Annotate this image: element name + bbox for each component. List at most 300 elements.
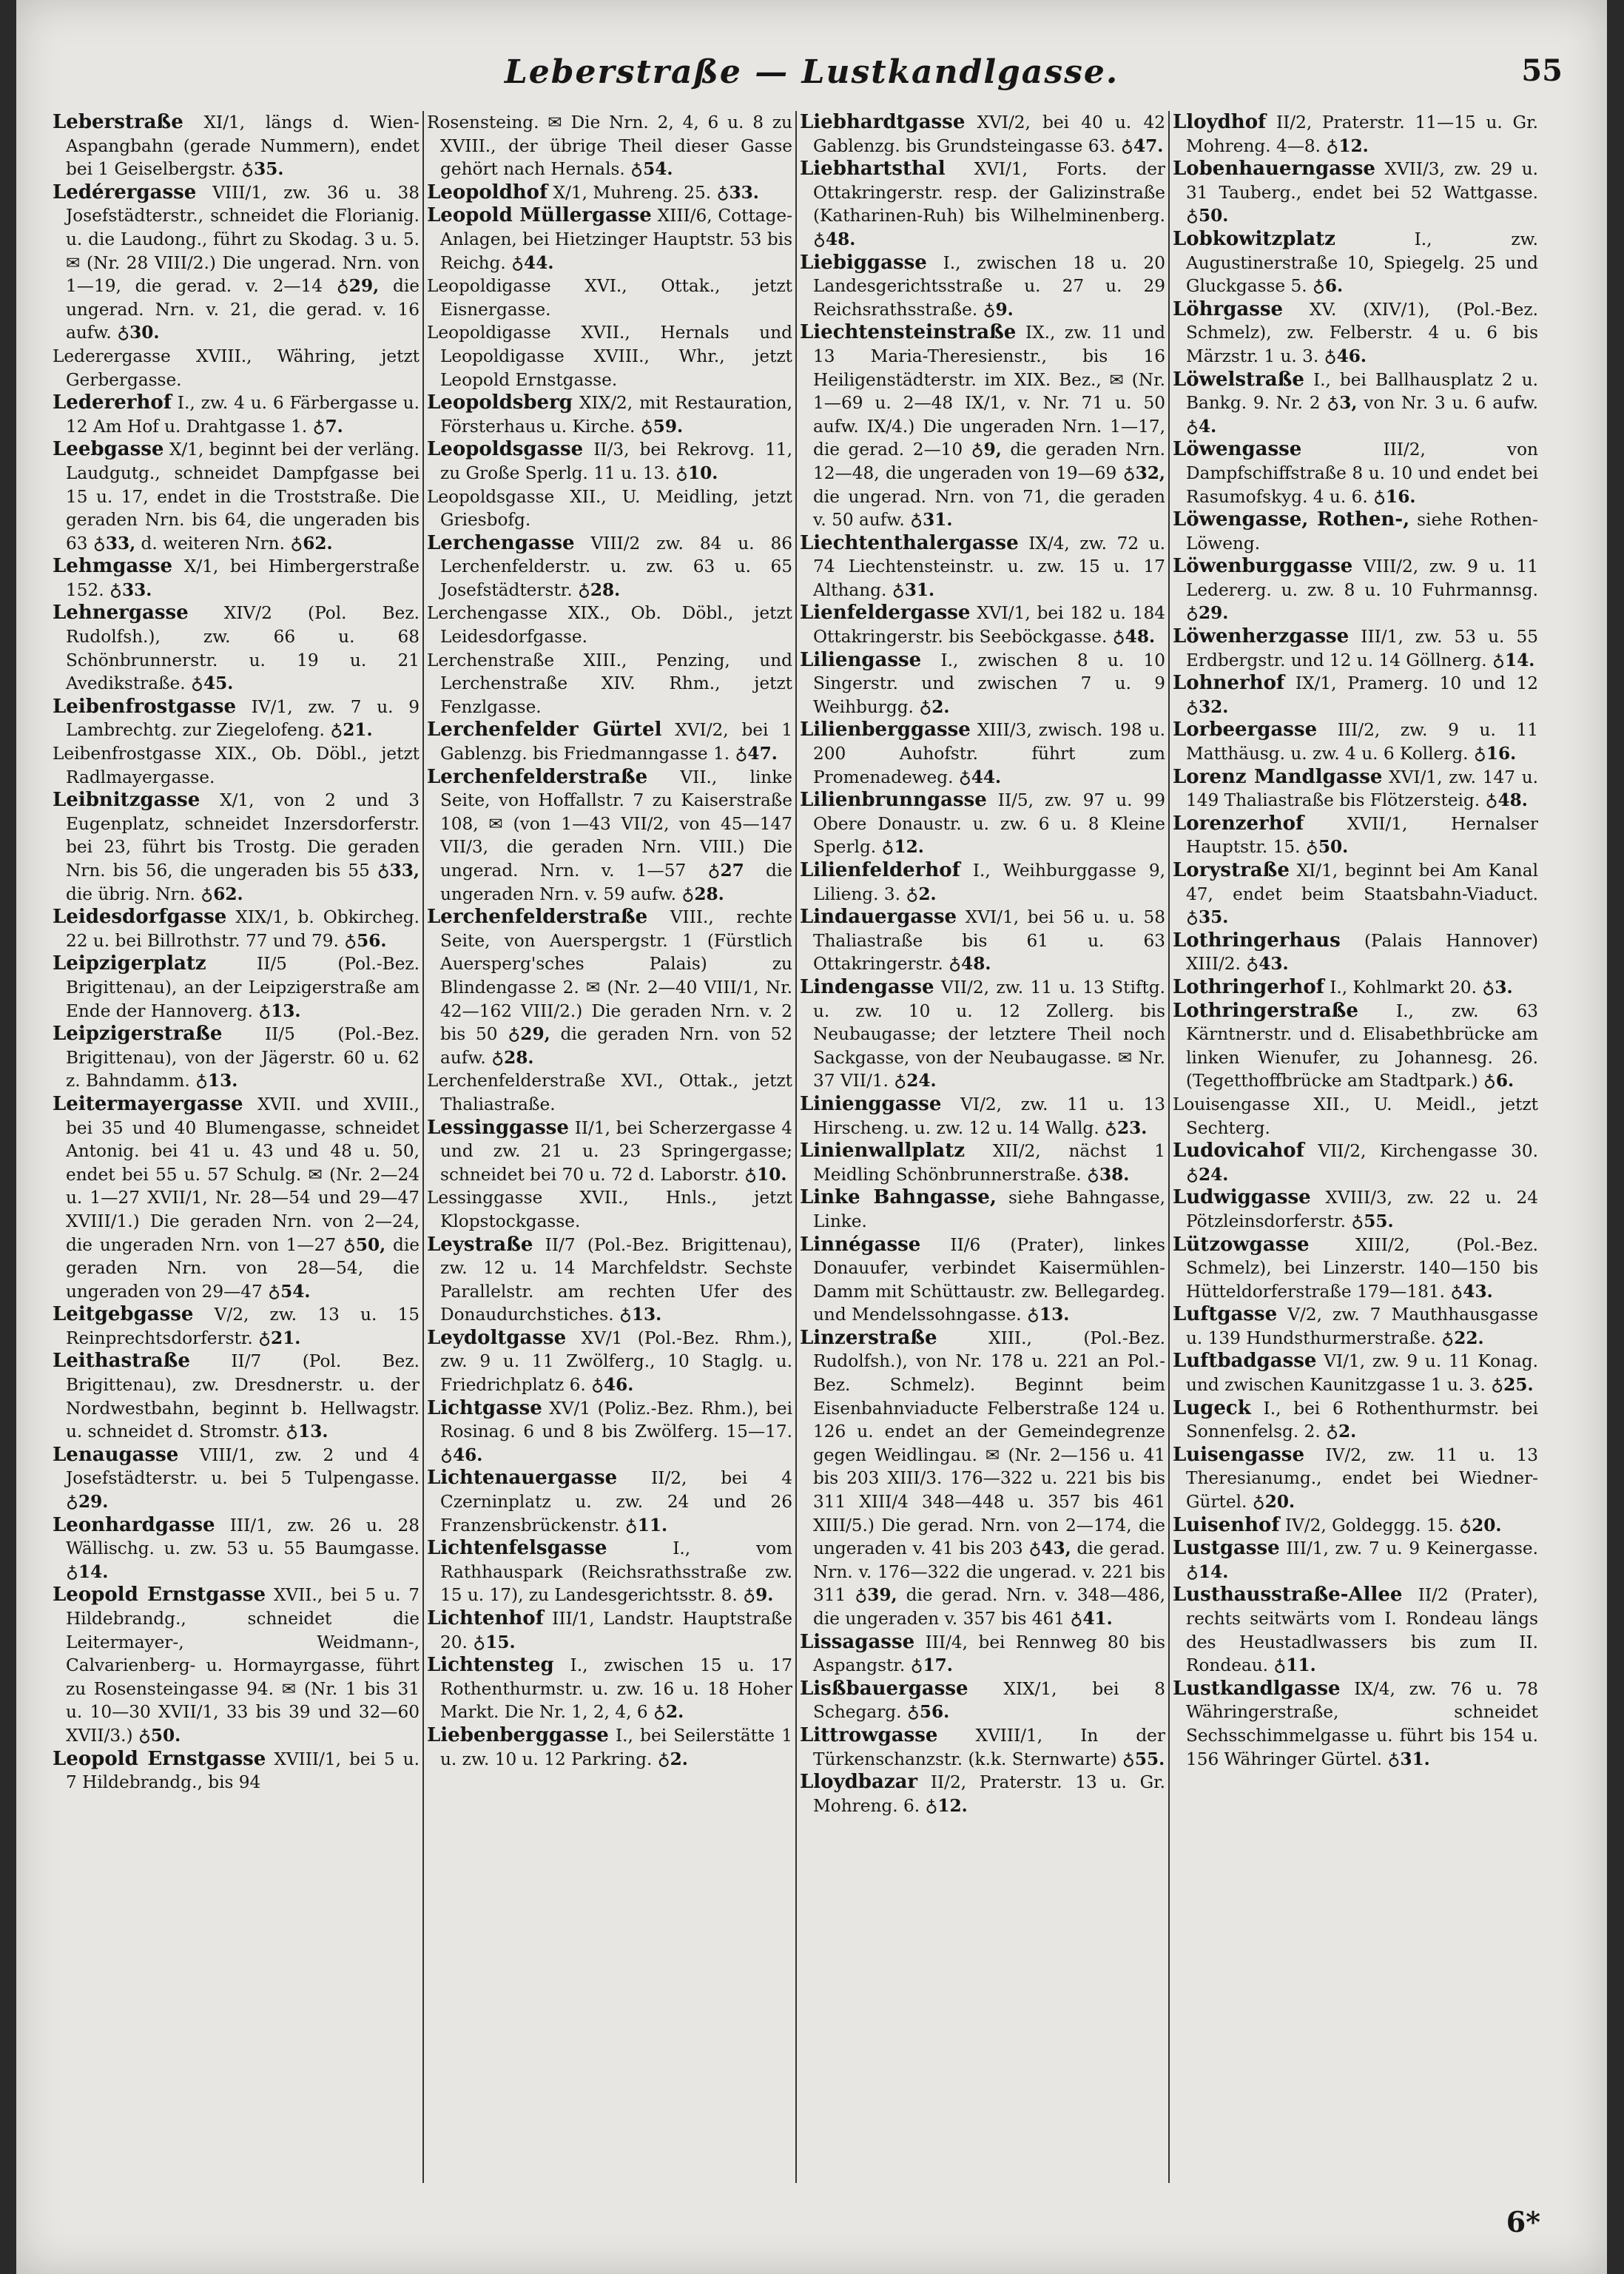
district-number: ♁31.	[892, 579, 935, 600]
street-name: Linnégasse	[800, 1233, 921, 1256]
street-entry	[53, 696, 420, 742]
entry-text: XII/2, nächst 1 Meidling Schönbrunnerstraße.	[813, 1141, 1165, 1185]
entry-text: XVI/1, bei 56 u. u. 58 Thaliastraße bis 61 u. 63 Ottakringerstr.	[813, 907, 1165, 975]
entry-text: I., vom Rathhauspark (Reichsrathsstraße zw. 15 u. 17), zu Landesgerichtsstr. 8.	[440, 1538, 792, 1606]
district-number: ♁48.	[1112, 627, 1156, 647]
street-name: Liebiggasse	[800, 251, 927, 274]
entry-text: II/2, Praterstr. 11—15 u. Gr. Mohreng. 4—8.	[1186, 112, 1538, 156]
street-entry	[800, 906, 1165, 976]
district-number: ♁25.	[1491, 1375, 1534, 1396]
street-name: Lerchenfelderstraße	[427, 906, 648, 929]
street-entry	[1173, 111, 1538, 158]
street-entry	[53, 1444, 420, 1514]
entry-text: Leopoldigasse XVI., Ottak., jetzt Eisnergasse.	[427, 276, 792, 320]
entry-text: II/5 (Pol.-Bez. Brigittenau), an der Leipzigerstraße am Ende der Hannoverg.	[66, 954, 420, 1021]
street-entry	[427, 1117, 792, 1187]
street-entry	[427, 1186, 792, 1233]
street-name: Leitermayergasse	[53, 1092, 243, 1115]
entry-text: IV/2, zw. 11 u. 13 Theresianumg., endet bei Wiedner-Gürtel.	[1186, 1444, 1538, 1513]
district-number: ♁50.	[138, 1725, 181, 1746]
entry-text: Lerchenstraße XIII., Penzing, und Lerchenstraße XIV. Rhm., jetzt Fenzlgasse.	[427, 650, 792, 717]
district-number: ♁14.	[66, 1561, 109, 1582]
street-entry	[1173, 508, 1538, 555]
street-entry	[800, 532, 1165, 602]
district-number: ♁46.	[1324, 346, 1367, 366]
district-number: ♁48.	[949, 954, 991, 975]
street-entry	[53, 1303, 420, 1350]
street-name: Lichtensteg	[427, 1654, 554, 1677]
entry-text: II/1, bei Scherzergasse 4 und zw. 21 u. 23 Springergasse; schneidet bei 70 u. 72 d. Laborstr.	[440, 1117, 792, 1185]
district-number: ♁3.	[1482, 977, 1513, 998]
street-name: Ludovicahof	[1173, 1140, 1304, 1163]
entry-text: XVI/1, bei 182 u. 184 Ottakringerstr. bis Seeböckgasse.	[813, 603, 1165, 647]
entry-text: X/1, beginnt bei der verläng. Laudgutg., schneidet Dampfgasse bei 15 u. 17, endet in die Troststraße. Die geraden Nrn. bis 64, die ungeraden bis 63	[66, 440, 420, 554]
district-number: ♁6.	[1312, 276, 1344, 297]
entry-text: X/1, Muhreng. 25.	[547, 182, 717, 203]
street-entry	[53, 181, 420, 345]
district-number: ♁4.	[1186, 416, 1217, 437]
entry-text: I., Kohlmarkt 20.	[1324, 977, 1483, 998]
entry-text: (Palais Hannover) XIII/2.	[1186, 930, 1538, 975]
entry-text: die gerad. Nrn. v. 176—322 die ungerad. v. 221 bis 311	[813, 1538, 1165, 1606]
entry-text: IV/2, Goldeggg. 15.	[1279, 1515, 1460, 1535]
entry-text: XIX/1, bei 8 Schegarg.	[813, 1678, 1165, 1723]
entry-text: VII., linke Seite, von Hoffallstr. 7 zu Kaiserstraße 108, ✉ (von 1—43 VII/2, von 45—147 VII/3, die geraden Nrn. VIII.) Die ungerad. Nrn. v. 1—57	[440, 767, 792, 881]
entry-text: XIX/2, mit Restauration, Försterhaus u. Kirche.	[440, 393, 792, 437]
street-name: Lehmgasse	[53, 555, 173, 578]
street-name: Lobkowitzplatz	[1173, 227, 1335, 250]
street-entry	[1173, 719, 1538, 765]
street-entry	[800, 1186, 1165, 1233]
street-name: Löwenburggasse	[1173, 555, 1353, 578]
entry-text: die ungeraden Nrn. v. 59 aufw.	[440, 861, 792, 904]
street-name: Lloydhof	[1173, 111, 1267, 133]
street-name: Lothringerhaus	[1173, 929, 1341, 952]
street-name: Lloydbazar	[800, 1771, 918, 1794]
street-entry	[427, 1397, 792, 1467]
district-number: ♁10.	[675, 462, 718, 483]
street-name: Luisenhof	[1173, 1513, 1280, 1536]
entry-text: XVIII/1, bei 5 u. 7 Hildebrandg., bis 94	[66, 1749, 420, 1793]
district-number: ♁33.	[109, 579, 152, 600]
street-entry	[800, 649, 1165, 719]
street-entry	[53, 1023, 420, 1093]
entry-text: II/6 (Prater), linkes Donauufer, verbindet Kaisermühlen-Damm mit Schüttaustr. zw. Bellegardeg. und Mendelssohngasse.	[813, 1234, 1165, 1325]
district-number: ♁28.	[577, 579, 621, 600]
street-entry	[1173, 228, 1538, 298]
street-name: Ledérergasse	[53, 181, 197, 203]
district-number: ♁47.	[1121, 135, 1164, 156]
district-number: ♁29.	[1186, 603, 1229, 624]
street-entry	[427, 1467, 792, 1537]
street-name: Lohnerhof	[1173, 672, 1285, 695]
district-number: ♁22.	[1441, 1328, 1484, 1348]
street-name: Lienfeldergasse	[800, 602, 971, 625]
street-name: Lindauergasse	[800, 906, 957, 929]
entry-text: VIII/2 zw. 84 u. 86 Lerchenfelderstr. u. zw. 63 u. 65 Josefstädterstr.	[440, 533, 792, 600]
entry-text: XVI/2, bei 40 u. 42 Gablenzg. bis Grundsteingasse 63.	[813, 112, 1165, 156]
street-name: Lustgasse	[1173, 1537, 1280, 1560]
entry-text: siehe Rothen-Löweng.	[1186, 510, 1538, 554]
district-number: ♁13.	[258, 1000, 301, 1021]
district-number: ♁55.	[1122, 1749, 1165, 1769]
district-number: ♁29,	[508, 1024, 550, 1045]
entry-text: die geraden Nrn. von 52 aufw.	[440, 1024, 793, 1068]
street-entry	[427, 1234, 792, 1327]
column-4	[1168, 111, 1541, 2183]
district-number: ♁28.	[491, 1047, 534, 1068]
district-number: ♁43.	[1246, 954, 1289, 975]
entry-text: XIV/2 (Pol. Bez. Rudolfsh.), zw. 66 u. 68 Schönbrunnerstr. u. 19 u. 21 Avedikstraße.	[66, 603, 420, 694]
entry-text: III/1, zw. 26 u. 28 Wällischg. u. zw. 53 u. 55 Baumgasse.	[66, 1515, 420, 1559]
entry-text: II/2, Praterstr. 13 u. Gr. Mohreng. 6.	[813, 1772, 1165, 1816]
district-number: ♁35.	[1186, 907, 1229, 928]
street-entry	[800, 602, 1165, 648]
street-name: Lessinggasse	[427, 1116, 569, 1139]
street-entry	[800, 111, 1165, 158]
entry-text: XVI/1, Forts. der Ottakringerstr. resp. der Galizinstraße (Katharinen-Ruh) bis Wilhelminenberg.	[813, 159, 1165, 226]
street-entry	[427, 485, 792, 532]
street-entry	[427, 649, 792, 719]
street-entry	[1173, 766, 1538, 813]
street-entry	[427, 1607, 792, 1654]
street-name: Lugeck	[1173, 1396, 1251, 1419]
district-number: ♁56.	[906, 1702, 950, 1723]
entry-text: die geraden Nrn. von 28—54, die ungeraden von 29—47	[66, 1234, 420, 1302]
district-number: ♁50,	[343, 1234, 386, 1255]
street-name: Lichtenhof	[427, 1607, 544, 1629]
street-entry	[1173, 1514, 1538, 1538]
street-name: Luftgasse	[1173, 1303, 1278, 1326]
district-number: ♁27	[707, 861, 744, 881]
entry-text: Leibenfrostgasse XIX., Ob. Döbl., jetzt Radlmayergasse.	[53, 744, 420, 787]
street-entry	[53, 111, 420, 181]
district-number: ♁39,	[855, 1585, 897, 1606]
street-entry	[53, 952, 420, 1023]
entry-text: XIII., (Pol.-Bez. Rudolfsh.), von Nr. 178 u. 221 an Pol.-Bez. Schmelz). Beginnt beim Eisenbahnviaducte Felberstraße 124 u. 126 u. endet an der Gemeindegrenze gegen Weidlingau. ✉ (Nr. 2—156 u. 41 bis 203 XIII/3. 176—322 u. 221 bis bis 311 XIII/4 348—448 u. 357 bis 461 XIII/5.) Die gerad. Nrn. von 2—174, die ungeraden v. 41 bis 203	[813, 1328, 1165, 1559]
street-entry	[53, 345, 420, 391]
district-number: ♁33,	[377, 861, 420, 881]
street-entry	[427, 111, 792, 181]
district-number: ♁59.	[640, 416, 684, 437]
district-number: ♁21.	[330, 720, 373, 741]
district-number: ♁20.	[1252, 1492, 1296, 1513]
entry-text: IX/4, zw. 76 u. 78 Währingerstraße, schneidet Sechsschimmelgasse u. führt bis 154 u. 156 Währinger Gürtel.	[1186, 1678, 1538, 1769]
street-entry	[1173, 1350, 1538, 1396]
street-name: Leopold Ernstgasse	[53, 1584, 266, 1607]
street-name: Leebgasse	[53, 438, 164, 461]
district-number: ♁15.	[473, 1632, 516, 1652]
street-name: Lothringerhof	[1173, 975, 1324, 998]
district-number: ♁30.	[117, 323, 160, 343]
district-number: ♁13.	[619, 1305, 662, 1325]
district-number: ♁47.	[735, 744, 778, 764]
street-entry	[1173, 1678, 1538, 1771]
column-1	[50, 111, 422, 2183]
district-number: ♁31.	[1387, 1749, 1430, 1769]
district-number: ♁54.	[630, 159, 673, 180]
street-entry	[427, 1537, 792, 1607]
street-name: Löwenherzgasse	[1173, 625, 1350, 648]
entry-text: Lessinggasse XVII., Hnls., jetzt Klopstockgasse.	[427, 1188, 792, 1231]
street-name: Leydoltgasse	[427, 1326, 567, 1349]
street-entry	[427, 275, 792, 321]
district-number: ♁45.	[191, 673, 234, 694]
street-name: Lützowgasse	[1173, 1233, 1310, 1256]
street-entry	[1173, 1093, 1538, 1140]
entry-text: VII/2, zw. 11 u. 13 Stiftg. u. zw. 10 u. 12 Zollerg. bis Neubaugasse; der letztere Theil noch Sackgasse, von der Neubaugasse. ✉ Nr. 37 VII/1.	[813, 977, 1165, 1091]
entry-text: XVII/3, zw. 29 u. 31 Tauberg., endet bei 52 Wattgasse.	[1186, 159, 1538, 203]
street-entry	[1173, 1303, 1538, 1350]
entry-text: VI/2, zw. 11 u. 13 Hirscheng. u. zw. 12 u. 14 Wallg.	[813, 1094, 1165, 1138]
street-entry	[1173, 1186, 1538, 1233]
district-number: ♁13.	[1027, 1305, 1070, 1325]
district-number: ♁14.	[1492, 650, 1535, 670]
district-number: ♁38.	[1087, 1164, 1130, 1185]
entry-text: XIII/3, zwisch. 198 u. 200 Auhofstr. führt zum Promenadeweg.	[813, 720, 1165, 787]
street-name: Leberstraße	[53, 111, 183, 133]
street-entry	[1173, 369, 1538, 439]
entry-text: VI/1, zw. 9 u. 11 Konag. und zwischen Kaunitzgasse 1 u. 3.	[1186, 1351, 1538, 1396]
street-entry	[427, 532, 792, 602]
district-number: ♁21.	[258, 1328, 301, 1348]
street-name: Leopold Müllergasse	[427, 204, 652, 227]
street-entry	[800, 719, 1165, 789]
street-name: Lilienfelderhof	[800, 859, 960, 881]
entry-text: XVII. und XVIII., bei 35 und 40 Blumengasse, schneidet Antonig. bei 41 u. 43 und 48 u. 50, endet bei 55 u. 57 Schulg. ✉ (Nr. 2—24 u. 1—27 XVII/1, Nr. 28—54 und 29—47 XVIII/1.) Die geraden Nrn. von 2—24, die ungeraden Nrn. von 1—27	[66, 1094, 420, 1255]
street-name: Lissagasse	[800, 1630, 915, 1653]
entry-text: II/2 (Prater), rechts seitwärts vom I. Rondeau längs des Heustadlwassers bis zum II. Rondeau.	[1186, 1585, 1538, 1676]
district-number: ♁6.	[1483, 1071, 1515, 1091]
district-number: ♁16.	[1373, 486, 1416, 507]
street-name: Lorenz Mandlgasse	[1173, 765, 1383, 788]
street-name: Lerchengasse	[427, 531, 575, 554]
page-number: 55	[1521, 53, 1563, 88]
column-2	[422, 111, 795, 2183]
street-name: Leibnitzgasse	[53, 789, 201, 812]
street-entry	[53, 555, 420, 602]
district-number: ♁50.	[1186, 206, 1229, 226]
street-entry	[800, 321, 1165, 531]
district-number: ♁2.	[906, 884, 937, 904]
entry-text: III/2, von Dampfschiffstraße 8 u. 10 und endet bei Rasumofskyg. 4 u. 6.	[1186, 440, 1538, 507]
district-number: ♁11.	[624, 1515, 668, 1535]
street-entry	[427, 438, 792, 485]
street-entry	[427, 181, 792, 205]
street-name: Liebhardtgasse	[800, 111, 966, 133]
street-entry	[800, 859, 1165, 906]
district-number: ♁54.	[268, 1281, 311, 1302]
street-entry	[1173, 1140, 1538, 1186]
entry-text: XVII/1, Hernalser Hauptstr. 15.	[1186, 813, 1538, 858]
street-entry	[800, 1771, 1165, 1817]
district-number: ♁62.	[201, 884, 243, 904]
entry-text: XV/1 (Poliz.-Bez. Rhm.), bei Rosinag. 6 und 8 bis Zwölferg. 15—17.	[440, 1398, 792, 1442]
entry-text: von Nr. 3 u. 6 aufw.	[1357, 393, 1538, 414]
street-name: Leopoldsberg	[427, 391, 573, 414]
street-name: Lerchenfelder Gürtel	[427, 719, 662, 741]
entry-text: die ungerad. Nrn. von 71, die geraden v. 50 aufw.	[813, 486, 1165, 531]
entry-text: I., bei Ballhausplatz 2 u. Bankg. 9. Nr. 2	[1186, 369, 1538, 414]
street-entry	[53, 789, 420, 906]
district-number: ♁46.	[591, 1375, 634, 1396]
entry-text: Leopoldigasse XVII., Hernals und Leopoldigasse XVIII., Whr., jetzt Leopold Ernstgasse.	[427, 323, 792, 390]
street-entry	[800, 1678, 1165, 1724]
street-name: Lerchenfelderstraße	[427, 765, 648, 788]
entry-text: XIII/6, Cottage-Anlagen, bei Hietzinger Hauptstr. 53 bis Reichg.	[440, 206, 792, 273]
district-number: ♁16.	[1473, 744, 1517, 764]
district-number: ♁2.	[1326, 1422, 1357, 1442]
entry-text: Louisengasse XII., U. Meidl., jetzt Sechterg.	[1173, 1094, 1538, 1138]
signature-mark: 6*	[1506, 2205, 1540, 2238]
district-number: ♁33.	[716, 182, 759, 203]
entry-text: I., zwischen 18 u. 20 Landesgerichtsstraße u. 27 u. 29 Reichsrathsstraße.	[813, 252, 1165, 320]
district-number: ♁48.	[813, 229, 856, 249]
entry-text: XI/1, längs d. Wien-Aspangbahn (gerade Nummern), endet bei 1 Geiselbergstr.	[66, 112, 420, 180]
district-number: ♁55.	[1351, 1211, 1394, 1231]
street-name: Linke Bahngasse,	[800, 1186, 997, 1209]
district-number: ♁44.	[958, 767, 1002, 787]
entry-text: I., zwischen 15 u. 17 Rothenthurmstr. u. zw. 16 u. 18 Hoher Markt. Die Nr. 1, 2, 4, 6	[440, 1655, 792, 1723]
entry-text: XVIII/3, zw. 22 u. 24 Pötzleinsdorferstr.	[1186, 1188, 1538, 1231]
district-number: ♁17.	[910, 1655, 953, 1676]
street-entry	[427, 321, 792, 391]
street-name: Lisßbauergasse	[800, 1677, 968, 1700]
street-entry	[1173, 1444, 1538, 1514]
district-number: ♁46.	[440, 1444, 483, 1465]
street-name: Leopold Ernstgasse	[53, 1747, 266, 1770]
street-entry	[53, 742, 420, 789]
street-name: Lobenhauerngasse	[1173, 158, 1375, 181]
street-entry	[800, 976, 1165, 1093]
book-page	[16, 0, 1607, 2274]
street-name: Lehnergasse	[53, 602, 189, 625]
street-name: Luisengasse	[1173, 1443, 1304, 1466]
street-name: Leibenfrostgasse	[53, 695, 237, 718]
directory-columns	[50, 111, 1551, 2183]
entry-text: I., zw. 4 u. 6 Färbergasse u. 12 Am Hof u. Drahtgasse 1.	[66, 393, 420, 437]
street-entry	[427, 1327, 792, 1397]
entry-text: III/1, zw. 7 u. 9 Keinergasse.	[1279, 1538, 1538, 1559]
street-entry	[1173, 1584, 1538, 1677]
district-number: ♁50.	[1305, 837, 1349, 858]
street-name: Linienggasse	[800, 1092, 942, 1115]
entry-text: X/1, bei Himbergerstraße 152.	[66, 556, 420, 600]
entry-text: II/7 (Pol.-Bez. Brigittenau), zw. 12 u. 14 Marchfeldstr. Sechste Parallelstr. am rechten Ufer des Donaudurchstiches.	[440, 1234, 792, 1325]
district-number: ♁29,	[336, 276, 380, 297]
district-number: ♁43.	[1450, 1281, 1493, 1302]
district-number: ♁14.	[1186, 1561, 1229, 1582]
street-name: Ludwiggasse	[1173, 1186, 1311, 1209]
street-entry	[800, 1140, 1165, 1186]
district-number: ♁56.	[344, 930, 387, 951]
street-name: Löwelstraße	[1173, 368, 1304, 391]
entry-text: X/1, von 2 und 3 Eugenplatz, schneidet Inzersdorferstr. bei 23, führt bis Trostg. Die geraden Nrn. bis 56, die ungeraden bis 55	[66, 790, 420, 881]
street-entry	[800, 1234, 1165, 1327]
entry-text: V/2, zw. 13 u. 15 Reinprechtsdorferstr.	[66, 1305, 420, 1348]
district-number: ♁62.	[290, 533, 333, 554]
street-entry	[800, 1724, 1165, 1771]
entry-text: Lerchengasse XIX., Ob. Döbl., jetzt Leidesdorfgasse.	[427, 603, 792, 647]
entry-text: IX/1, Pramerg. 10 und 12	[1284, 673, 1538, 694]
street-entry	[427, 766, 792, 906]
district-number: ♁32.	[1186, 696, 1229, 717]
district-number: ♁13.	[195, 1071, 238, 1091]
district-number: ♁33,	[92, 533, 136, 554]
entry-text: I., zwischen 8 u. 10 Singerstr. und zwischen 7 u. 9 Weihburgg.	[813, 650, 1165, 717]
street-entry	[800, 158, 1165, 251]
street-name: Leonhardgasse	[53, 1513, 215, 1536]
street-name: Liebhartsthal	[800, 158, 946, 181]
street-entry	[800, 1631, 1165, 1678]
street-name: Luftbadgasse	[1173, 1350, 1317, 1373]
street-entry	[1173, 1000, 1538, 1093]
entry-text: V/2, zw. 7 Mauthhausgasse u. 139 Hundsthurmerstraße.	[1186, 1305, 1538, 1348]
district-number: ♁35.	[241, 159, 284, 180]
street-entry	[800, 1093, 1165, 1140]
entry-text: III/4, bei Rennweg 80 bis Aspangstr.	[813, 1632, 1165, 1676]
street-name: Lorenzerhof	[1173, 812, 1304, 835]
district-number: ♁20.	[1459, 1515, 1502, 1535]
entry-text: die ungerad. Nrn. v. 21, die gerad. v. 16 aufw.	[66, 276, 420, 343]
street-entry	[1173, 158, 1538, 228]
street-entry	[1173, 859, 1538, 929]
street-entry	[53, 1350, 420, 1443]
street-name: Lustkandlgasse	[1173, 1677, 1341, 1700]
street-entry	[53, 1093, 420, 1303]
entry-text: XVIII/1, In der Türkenschanzstr. (k.k. Sternwarte)	[813, 1725, 1165, 1769]
street-entry	[800, 252, 1165, 322]
street-entry	[1173, 1234, 1538, 1304]
entry-text: II/7 (Pol. Bez. Brigittenau), zw. Dresdnerstr. u. der Nordwestbahn, beginnt b. Hellwagstr. u. schneidet d. Stromstr.	[66, 1351, 420, 1442]
entry-text: IX/4, zw. 72 u. 74 Liechtensteinstr. u. zw. 15 u. 17 Althang.	[813, 533, 1165, 600]
street-name: Linienwallplatz	[800, 1140, 966, 1163]
district-number: ♁9.	[983, 299, 1014, 320]
entry-text: II/2, bei 4 Czerninplatz u. zw. 24 und 26 Franzensbrückenstr.	[440, 1468, 792, 1535]
street-name: Leipzigerstraße	[53, 1023, 223, 1046]
entry-text: XVII., bei 5 u. 7 Hildebrandg., schneidet die Leitermayer-, Weidmann-, Calvarienberg- u. Hormayrgasse, führt zu Rosensteingasse 94. ✉ (Nr. 1 bis 31 u. 10—30 XVII/1, 33 bis 39 und 32—60 XVII/3.)	[66, 1585, 420, 1746]
street-name: Liliengasse	[800, 648, 922, 671]
entry-text: III/1, zw. 53 u. 55 Erdbergstr. und 12 u. 14 Göllnerg.	[1186, 627, 1538, 670]
entry-text: I., zw. 63 Kärntnerstr. und d. Elisabethbrücke am linken Wienufer, zu Johannesg. 26. (Tegetthoffbrücke am Stadtpark.)	[1186, 1000, 1538, 1091]
street-name: Leopoldsgasse	[427, 438, 584, 461]
street-name: Leidesdorfgasse	[53, 906, 227, 929]
entry-text: Rosensteing. ✉ Die Nrn. 2, 4, 6 u. 8 zu XVIII., der übrige Theil dieser Gasse gehört nach Hernals.	[427, 112, 792, 180]
entry-text: die geraden Nrn. 12—48, die ungeraden von 19—69	[813, 440, 1165, 483]
entry-text: II/5, zw. 97 u. 99 Obere Donaustr. u. zw. 6 u. 8 Kleine Sperlg.	[813, 790, 1165, 858]
street-entry	[1173, 438, 1538, 508]
entry-text: XV/1 (Pol.-Bez. Rhm.), zw. 9 u. 11 Zwölferg., 10 Staglg. u. Friedrichplatz 6.	[440, 1328, 792, 1396]
street-name: Löwengasse, Rothen-,	[1173, 508, 1410, 531]
street-name: Leopoldhof	[427, 181, 548, 203]
street-entry	[1173, 555, 1538, 625]
street-entry	[427, 1724, 792, 1771]
street-name: Lenaugasse	[53, 1443, 179, 1466]
street-name: Leitgebgasse	[53, 1303, 194, 1326]
street-entry	[1173, 298, 1538, 369]
street-entry	[800, 789, 1165, 859]
column-3	[795, 111, 1168, 2183]
entry-text: siehe Bahngasse, Linke.	[813, 1188, 1165, 1231]
street-name: Lilienbrunngasse	[800, 789, 987, 812]
street-entry	[53, 1748, 420, 1794]
street-entry	[1173, 672, 1538, 719]
district-number: ♁24.	[1186, 1164, 1229, 1185]
street-name: Leithastraße	[53, 1350, 190, 1373]
district-number: ♁29.	[66, 1492, 109, 1513]
district-number: ♁44.	[511, 252, 554, 273]
street-name: Lilienberggasse	[800, 719, 971, 741]
